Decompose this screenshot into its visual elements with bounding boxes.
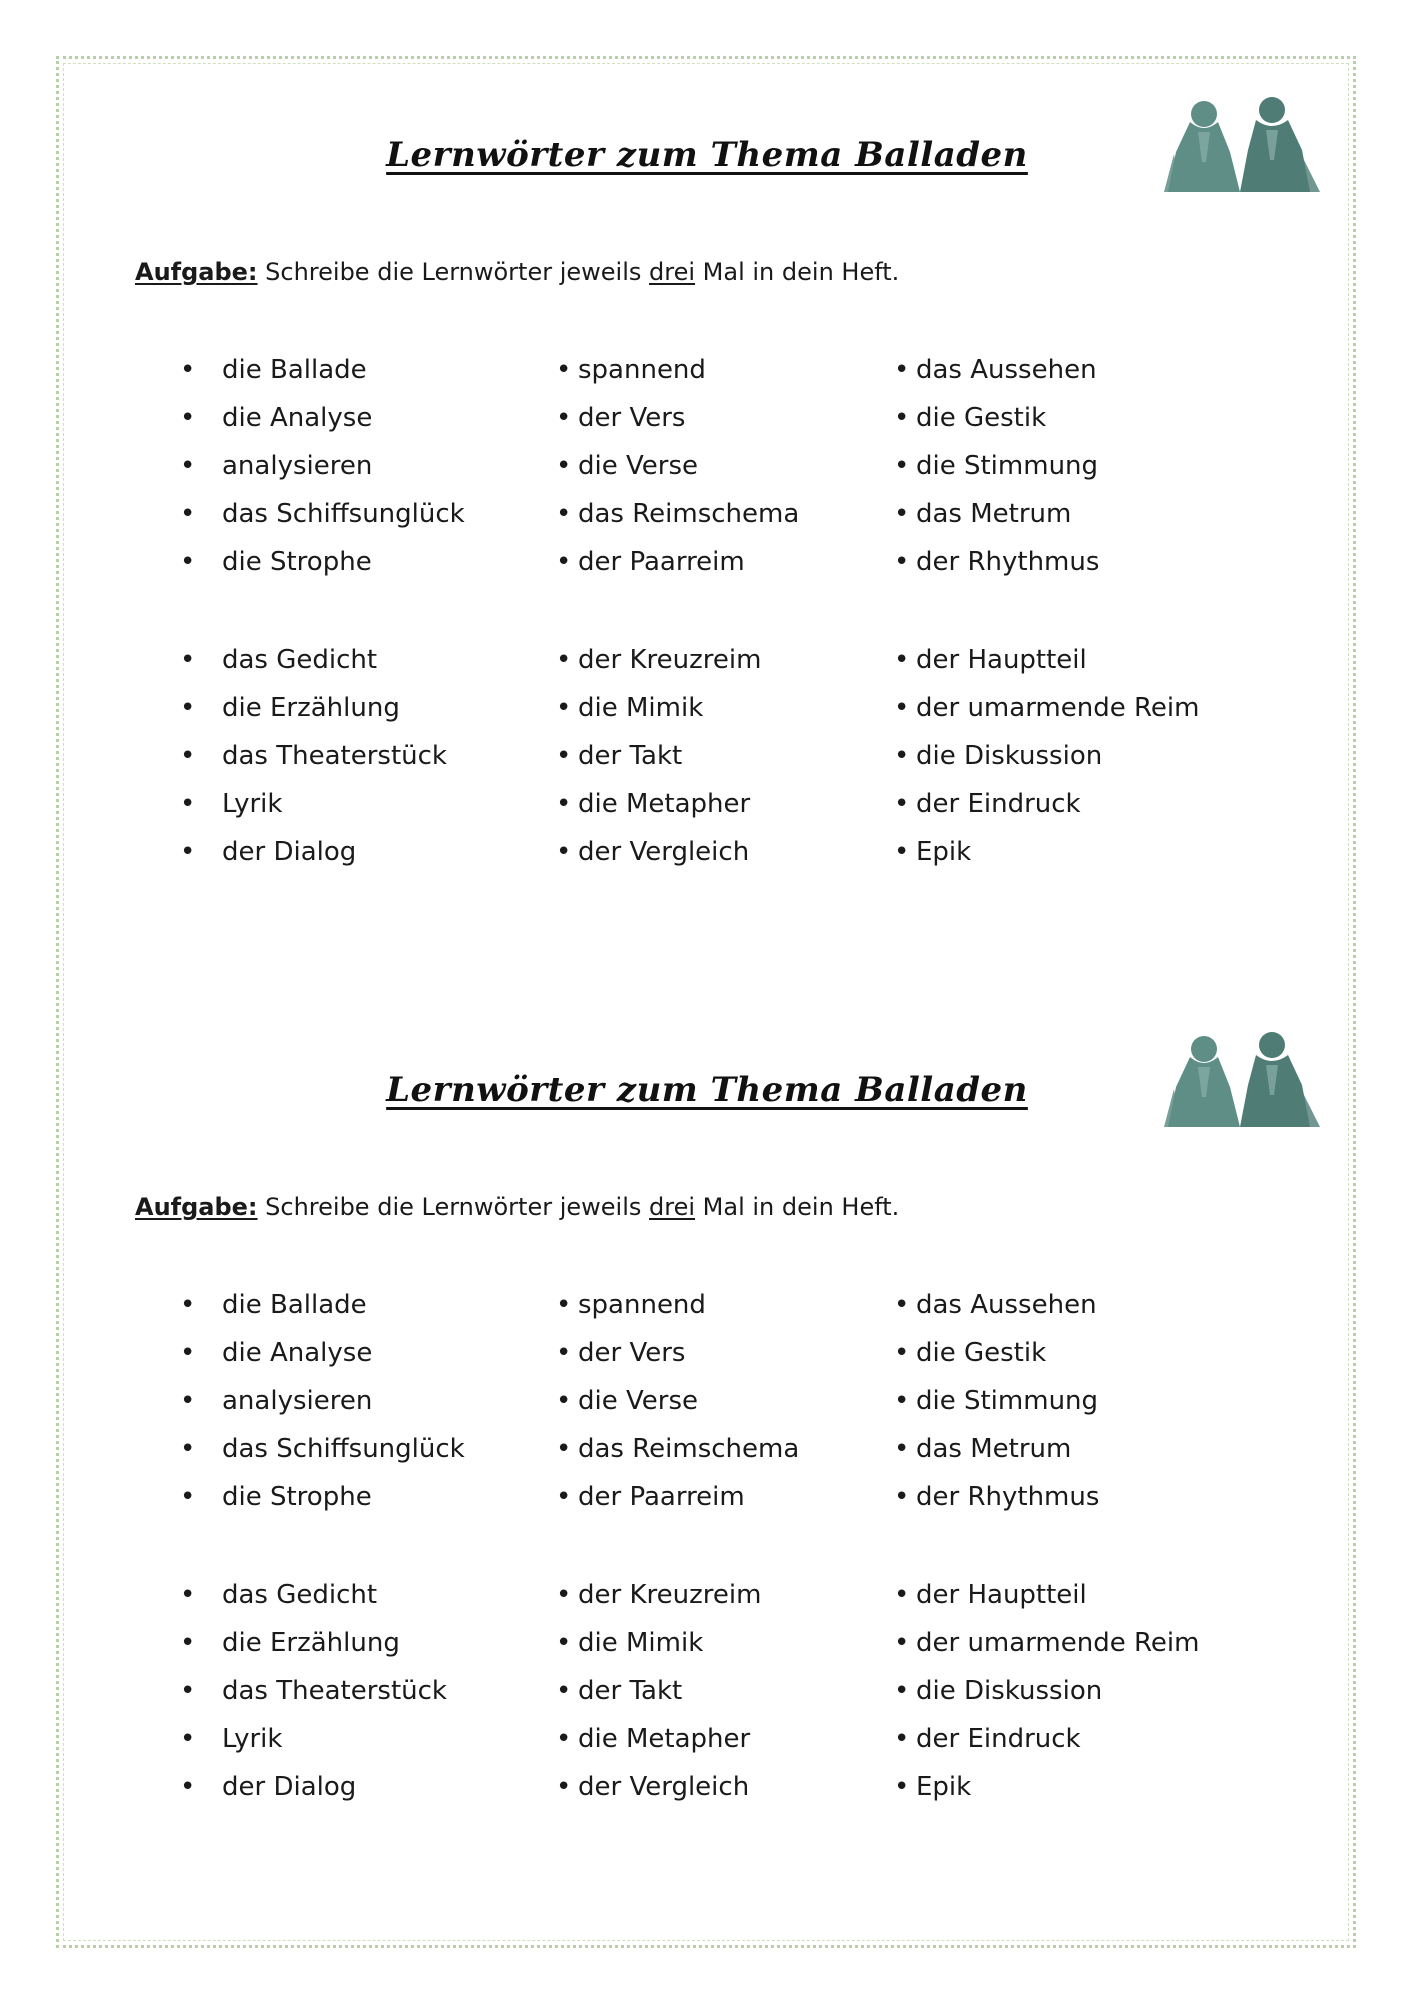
word-item: • die Mimik — [556, 693, 704, 723]
word-item: • das Schiffsunglück — [180, 1434, 465, 1464]
statue-icon — [1160, 92, 1324, 192]
word-item: • die Verse — [556, 1386, 698, 1416]
word-item: • die Strophe — [180, 1482, 372, 1512]
word-item: • Lyrik — [180, 789, 283, 819]
word-item: • das Reimschema — [556, 499, 800, 529]
word-item: • der Hauptteil — [894, 1580, 1087, 1610]
word-item: • spannend — [556, 355, 706, 385]
task-label: Aufgabe: — [135, 1193, 258, 1221]
task-text-before: Schreibe die Lernwörter jeweils — [257, 1193, 650, 1221]
task-text-after: Mal in dein Heft. — [695, 1193, 900, 1221]
worksheet-2 — [0, 935, 1414, 1835]
word-item: • der Rhythmus — [894, 1482, 1100, 1512]
word-item: • der Hauptteil — [894, 645, 1087, 675]
word-item: • die Erzählung — [180, 1628, 400, 1658]
page-title: Lernwörter zum Thema Balladen — [386, 135, 1028, 175]
word-item: • der Dialog — [180, 837, 357, 867]
task-emphasis: drei — [649, 258, 696, 286]
word-item: • der Kreuzreim — [556, 645, 762, 675]
word-item: • die Gestik — [894, 403, 1047, 433]
word-item: • der umarmende Reim — [894, 693, 1200, 723]
word-item: • die Stimmung — [894, 451, 1099, 481]
word-item: • der umarmende Reim — [894, 1628, 1200, 1658]
word-item: • der Paarreim — [556, 1482, 745, 1512]
word-item: • der Kreuzreim — [556, 1580, 762, 1610]
statue-icon — [1160, 1027, 1324, 1127]
word-column-2 — [556, 1287, 800, 1527]
word-item: • die Diskussion — [894, 1676, 1103, 1706]
word-item: • Epik — [894, 1772, 972, 1802]
word-item: • das Gedicht — [180, 1580, 378, 1610]
word-column-2 — [556, 352, 800, 592]
page-title: Lernwörter zum Thema Balladen — [386, 1070, 1028, 1110]
word-item: • das Theaterstück — [180, 741, 447, 771]
word-item: • das Schiffsunglück — [180, 499, 465, 529]
task-text-before: Schreibe die Lernwörter jeweils — [257, 258, 650, 286]
word-item: • die Analyse — [180, 1338, 373, 1368]
word-column-1 — [180, 1577, 447, 1817]
task-label: Aufgabe: — [135, 258, 258, 286]
word-item: • die Erzählung — [180, 693, 400, 723]
word-column-1 — [180, 642, 447, 882]
word-item: • die Ballade — [180, 1290, 367, 1320]
word-column-3 — [894, 642, 1200, 882]
word-column-2 — [556, 642, 762, 882]
word-item: • die Stimmung — [894, 1386, 1099, 1416]
word-column-1 — [180, 1287, 465, 1527]
word-item: • der Paarreim — [556, 547, 745, 577]
word-item: • das Metrum — [894, 1434, 1072, 1464]
word-item: • der Eindruck — [894, 789, 1081, 819]
task-instruction — [135, 258, 899, 286]
task-text-after: Mal in dein Heft. — [695, 258, 900, 286]
word-item: • Epik — [894, 837, 972, 867]
word-item: • die Ballade — [180, 355, 367, 385]
word-item: • die Metapher — [556, 789, 751, 819]
word-item: • analysieren — [180, 451, 373, 481]
word-item: • der Eindruck — [894, 1724, 1081, 1754]
worksheet-1 — [0, 0, 1414, 900]
word-column-1 — [180, 352, 465, 592]
word-item: • spannend — [556, 1290, 706, 1320]
word-item: • der Takt — [556, 741, 683, 771]
word-column-2 — [556, 1577, 762, 1817]
word-item: • die Metapher — [556, 1724, 751, 1754]
word-item: • das Reimschema — [556, 1434, 800, 1464]
word-item: • die Gestik — [894, 1338, 1047, 1368]
word-item: • der Vers — [556, 1338, 686, 1368]
word-item: • der Vergleich — [556, 837, 750, 867]
word-item: • analysieren — [180, 1386, 373, 1416]
task-instruction — [135, 1193, 899, 1221]
word-item: • der Vergleich — [556, 1772, 750, 1802]
word-item: • das Metrum — [894, 499, 1072, 529]
task-emphasis: drei — [649, 1193, 696, 1221]
word-item: • der Rhythmus — [894, 547, 1100, 577]
word-item: • die Mimik — [556, 1628, 704, 1658]
word-column-3 — [894, 1287, 1100, 1527]
word-column-3 — [894, 352, 1100, 592]
word-item: • das Gedicht — [180, 645, 378, 675]
word-item: • die Verse — [556, 451, 698, 481]
word-column-3 — [894, 1577, 1200, 1817]
word-item: • Lyrik — [180, 1724, 283, 1754]
word-item: • der Takt — [556, 1676, 683, 1706]
word-item: • der Dialog — [180, 1772, 357, 1802]
word-item: • das Aussehen — [894, 1290, 1097, 1320]
word-item: • das Theaterstück — [180, 1676, 447, 1706]
word-item: • die Strophe — [180, 547, 372, 577]
word-item: • die Diskussion — [894, 741, 1103, 771]
word-item: • die Analyse — [180, 403, 373, 433]
word-item: • der Vers — [556, 403, 686, 433]
word-item: • das Aussehen — [894, 355, 1097, 385]
